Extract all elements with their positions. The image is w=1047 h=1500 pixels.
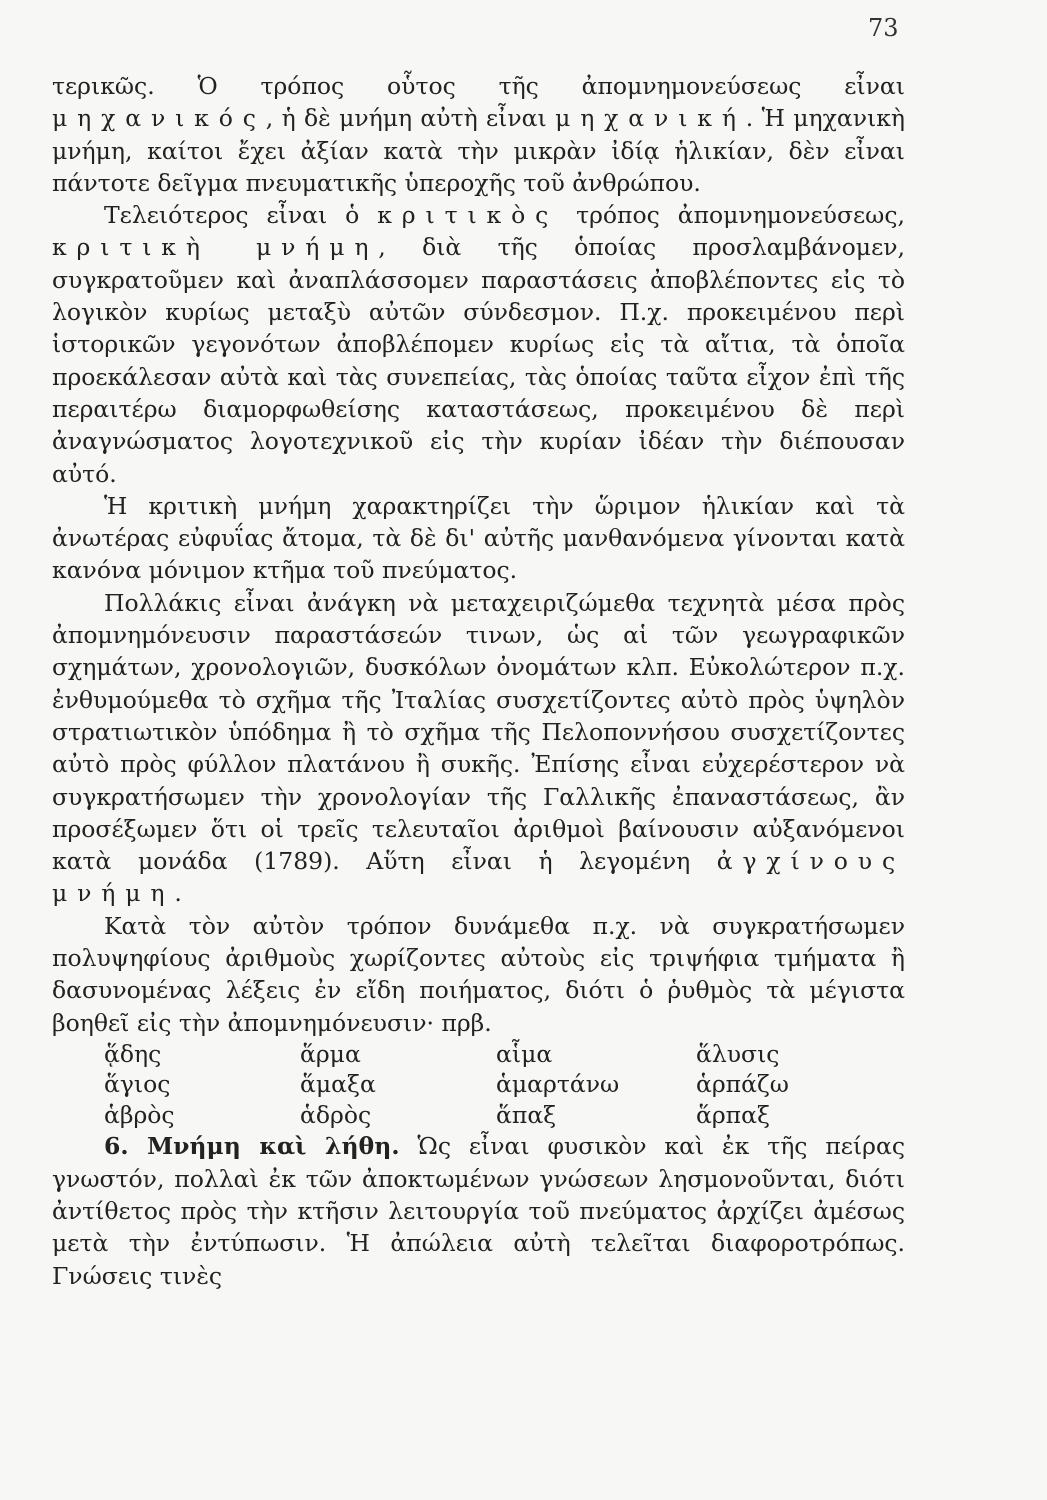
text-run: τρόπος ἀπομνημονεύσεως, [576,201,905,230]
spaced-term: μηχανικός [52,104,266,133]
word-list-item: ἅρμα [300,1039,361,1068]
paragraph-mechanical-memory [52,70,905,199]
text-run: Τελειότερος εἶναι ὁ [104,201,360,230]
word-list-item: ἅρπαξ [696,1100,770,1129]
page-number: 73 [868,14,899,42]
text-run: , διὰ τῆς ὁποίας προσλαμβάνομεν, συγκρατοῦμεν καὶ ἀναπλάσσομεν παραστάσεις ἀποβλέποντες εἰς τὸ λογικὸν κυρίως μεταξὺ αὐτῶν σύνδεσμον. Π.χ. προκειμένου περὶ ἱστορικῶν γεγονότων ἀποβλέπομεν κυρίως εἰς τὰ αἴτια, τὰ ὁποῖα προεκάλεσαν αὐτὰ καὶ τὰς συνεπείας, τὰς ὁποίας ταῦτα εἶχον ἐπὶ τῆς περαιτέρω διαμορφωθείσης καταστάσεως, προκειμένου δὲ περὶ ἀναγνώσματος λογοτεχνικοῦ εἰς τὴν κυρίαν ἰδέαν τὴν διέπουσαν αὐτό. [52,233,905,488]
word-list-item: ᾅδης [104,1039,162,1068]
word-list-item: ἅλυσις [696,1039,780,1068]
word-list-item: ἁρπάζω [696,1070,789,1099]
text-run: Ὡς εἶναι φυσικὸν καὶ ἐκ τῆς πείρας γνωστόν, πολλαὶ ἐκ τῶν ἀποκτωμένων γνώσεων λησμονοῦνται, διότι ἀντίθετος πρὸς τὴν κτῆσιν λειτουργία τοῦ πνεύματος ἀρχίζει ἀμέσως μετὰ τὴν ἐντύπωσιν. Ἡ ἀπώλεια αὐτὴ τελεῖται διαφοροτρόπως. Γνώσεις τινὲς [52,1132,905,1290]
paragraph-critical-memory [52,199,905,490]
paragraph-mature-age: Ἡ κριτικὴ μνήμη χαρακτηρίζει τὴν ὥριμον ἡλικίαν καὶ τὰ ἀνωτέρας εὐφυΐας ἄτομα, τὰ δὲ δι' αὐτῆς μανθανόμενα γίνονται κατὰ κανόνα μόνιμον κτῆμα τοῦ πνεύματος. [52,491,905,585]
spaced-term: κριτικὸς [377,201,559,230]
spaced-term: κριτικὴ μνήμη [52,233,379,262]
word-list-item: αἷμα [496,1039,553,1068]
word-list-item: ἁδρὸς [300,1100,372,1129]
word-list-item: ἅμαξα [300,1070,376,1099]
text-run: , ἡ δὲ μνήμη αὐτὴ εἶναι [265,104,547,133]
paragraph-artificial-means [52,587,905,910]
body-text [52,70,905,1292]
text-run: τερικῶς. Ὁ τρόπος οὗτος τῆς ἀπομνημονεύσεως εἶναι [52,72,905,100]
text-run: . Ἡ μηχανικὴ μνήμη, καίτοι ἔχει ἀξίαν κατὰ τὴν μικρὰν ἰδίᾳ ἡλικίαν, δὲν εἶναι πάντοτε δεῖγμα πνευματικῆς ὑπεροχῆς τοῦ ἀνθρώπου. [52,104,905,197]
word-list-item: ἅπαξ [496,1100,557,1129]
word-list-item: ἁβρὸς [104,1100,175,1129]
paragraph-numbers: Κατὰ τὸν αὐτὸν τρόπον δυνάμεθα π.χ. νὰ συγκρατήσωμεν πολυψηφίους ἀριθμοὺς χωρίζοντες αὐτοὺς εἰς τριψήφια τμήματα ἢ δασυνομένας λέξεις ἐν εἴδη ποιήματος, διότι ὁ ῥυθμὸς τὰ μέγιστα βοηθεῖ εἰς τὴν ἀπομνημόνευσιν· πρβ. [52,911,905,1037]
spaced-term: ἀγχίνους μνήμη [52,847,905,908]
section-title: 6. Μνήμη καὶ λήθη. [104,1132,400,1161]
word-list-item: ἁμαρτάνω [496,1070,620,1099]
word-list [104,1039,896,1131]
text-run: Πολλάκις εἶναι ἀνάγκη νὰ μεταχειριζώμεθα τεχνητὰ μέσα πρὸς ἀπομνημόνευσιν παραστάσεών τινων, ὡς αἱ τῶν γεωγραφικῶν σχημάτων, χρονολογιῶν, δυσκόλων ὀνομάτων κλπ. Εὐκολώτερον π.χ. ἐνθυμούμεθα τὸ σχῆμα τῆς Ἰταλίας συσχετίζοντες αὐτὸ πρὸς ὑψηλὸν στρατιωτικὸν ὑπόδημα ἢ τὸ σχῆμα τῆς Πελοποννήσου συσχετίζοντες αὐτὸ πρὸς φύλλον πλατάνου ἢ συκῆς. Ἐπίσης εἶναι εὐχερέστερον νὰ συγκρατήσωμεν τὴν χρονολογίαν τῆς Γαλλικῆς ἐπαναστάσεως, ἂν προσέξωμεν ὅτι οἱ τρεῖς τελευταῖοι ἀριθμοὶ βαίνουσιν αὐξανόμενοι κατὰ μονάδα (1789). Αὕτη εἶναι ἡ λεγομένη [52,588,905,876]
spaced-term: μηχανική [555,104,746,133]
text-run: . [174,879,182,908]
section-memory-and-forgetting [52,1130,905,1291]
word-list-item: ἅγιος [104,1070,171,1099]
